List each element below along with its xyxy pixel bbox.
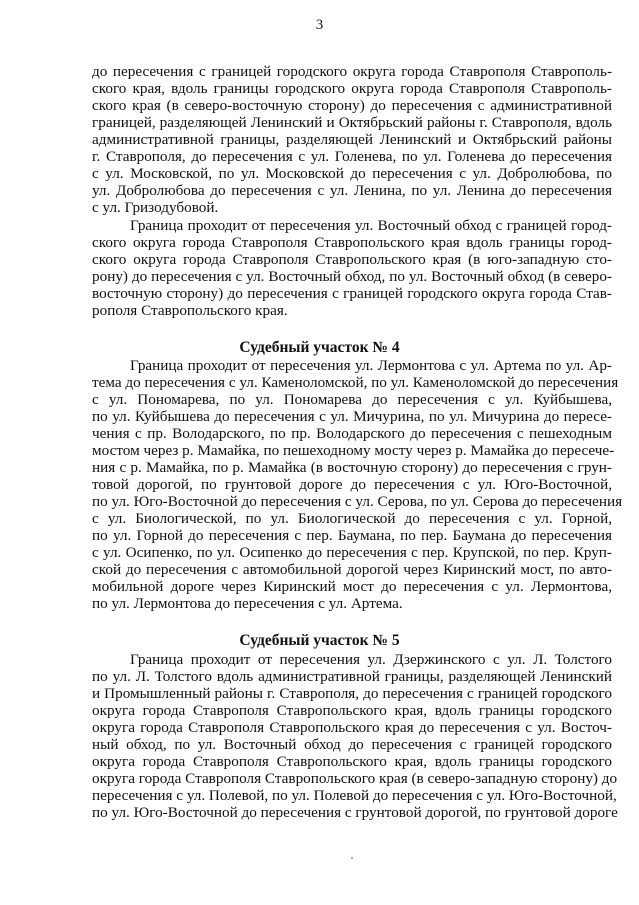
text-line: и Промышленный районы г. Ставрополя, до пересечения с границей городского [92,685,612,702]
text-line: до пересечения с границей городского округа города Ставрополя Ставрополь- [92,63,612,80]
text-line: границей, разделяющей Ленинский и Октябрьский районы г. Ставрополя, вдоль [92,114,612,131]
text-line: ный обход, по ул. Восточный обход до пересечения с границей городского [92,736,612,753]
text-line: товой дорогой, по грунтовой дороге до пересечения с ул. Юго-Восточной, [92,476,612,493]
text-line: по ул. Куйбышева до пересечения с ул. Мичурина, по ул. Мичурина до пересе- [92,408,612,425]
text-line: округа города Ставрополя Ставропольского края (в северо-западную сторону) до [92,770,618,787]
text-line: рону) до пересечения с ул. Восточный обход, по ул. Восточный обход (в северо- [92,268,612,285]
page-number: 3 [315,17,324,33]
text-line: ского округа города Ставрополя Ставропольского края (в юго-западную сто- [92,251,612,268]
text-line: с ул. Гризодубовой. [92,199,219,216]
text-line: ского края (в северо-восточную сторону) до пересечения с административной [92,97,612,114]
text-line: Граница проходит от пересечения ул. Восточный обход с границей город- [130,217,612,234]
text-line: округа города Ставрополя Ставропольского края до пересечения с ул. Восточ- [92,719,612,736]
text-line: чения с пр. Володарского, по пр. Володарского до пересечения с пешеходным [92,425,612,442]
text-line: округа города Ставрополя Ставропольского края, вдоль границы городского [92,702,612,719]
text-line: Граница проходит от пересечения ул. Дзержинского с ул. Л. Толстого [130,651,612,668]
text-line: по ул. Юго-Восточной до пересечения с ул. Серова, по ул. Серова до пересечения [92,493,623,510]
text-line: мостом через р. Мамайка, по пешеходному мосту через р. Мамайка до пересече- [92,442,615,459]
text-line: ния с р. Мамайка, по р. Мамайка (в восточную сторону) до пересечения с грун- [92,459,612,476]
text-line: ул. Добролюбова до пересечения с ул. Ленина, по ул. Ленина до пересечения [92,182,612,199]
text-line: округа города Ставрополя Ставропольского края, вдоль границы городского [92,753,612,770]
text-line: административной границы, разделяющей Ленинский и Октябрьский районы [92,131,612,148]
text-line: г. Ставрополя, до пересечения с ул. Голенева, по ул. Голенева до пересечения [92,148,612,165]
text-line: рополя Ставропольского края. [92,302,288,319]
text-line: восточную сторону) до пересечения с границей городского округа города Став- [92,285,612,302]
text-line: мобильной дороге через Киринский мост до пересечения с ул. Лермонтова, [92,578,612,595]
text-line: с ул. Осипенко, по ул. Осипенко до пересечения с пер. Крупской, по пер. Круп- [92,544,612,561]
text-line: по ул. Юго-Восточной до пересечения с грунтовой дорогой, по грунтовой дороге [92,804,618,821]
text-line: с ул. Московской, по ул. Московской до пересечения с ул. Добролюбова, по [92,165,612,182]
text-line: тема до пересечения с ул. Каменоломской, по ул. Каменоломской до пересечения [92,374,619,391]
text-line: с ул. Пономарева, по ул. Пономарева до пересечения с ул. Куйбышева, [92,391,612,408]
text-line: по ул. Горной до пересечения с пер. Баумана, по пер. Баумана до пересечения [92,527,612,544]
text-line: ского округа города Ставрополя Ставропольского края вдоль границы город- [92,234,612,251]
text-line: Граница проходит от пересечения ул. Лермонтова с ул. Артема по ул. Ар- [130,357,612,374]
text-line: с ул. Биологической, по ул. Биологической до пересечения с ул. Горной, [92,510,612,527]
section-heading: Судебный участок № 5 [239,632,400,649]
scan-speck [351,857,353,859]
text-line: ского края, вдоль границы городского округа города Ставрополя Ставрополь- [92,80,612,97]
text-line: пересечения с ул. Полевой, по ул. Полевой до пересечения с ул. Юго-Восточной, [92,787,617,804]
text-line: по ул. Лермонтова до пересечения с ул. Артема. [92,595,403,612]
text-line: по ул. Л. Толстого вдоль административной границы, разделяющей Ленинский [92,668,612,685]
section-heading: Судебный участок № 4 [239,339,400,356]
text-line: ской до пересечения с автомобильной дорогой через Киринский мост, по авто- [92,561,612,578]
